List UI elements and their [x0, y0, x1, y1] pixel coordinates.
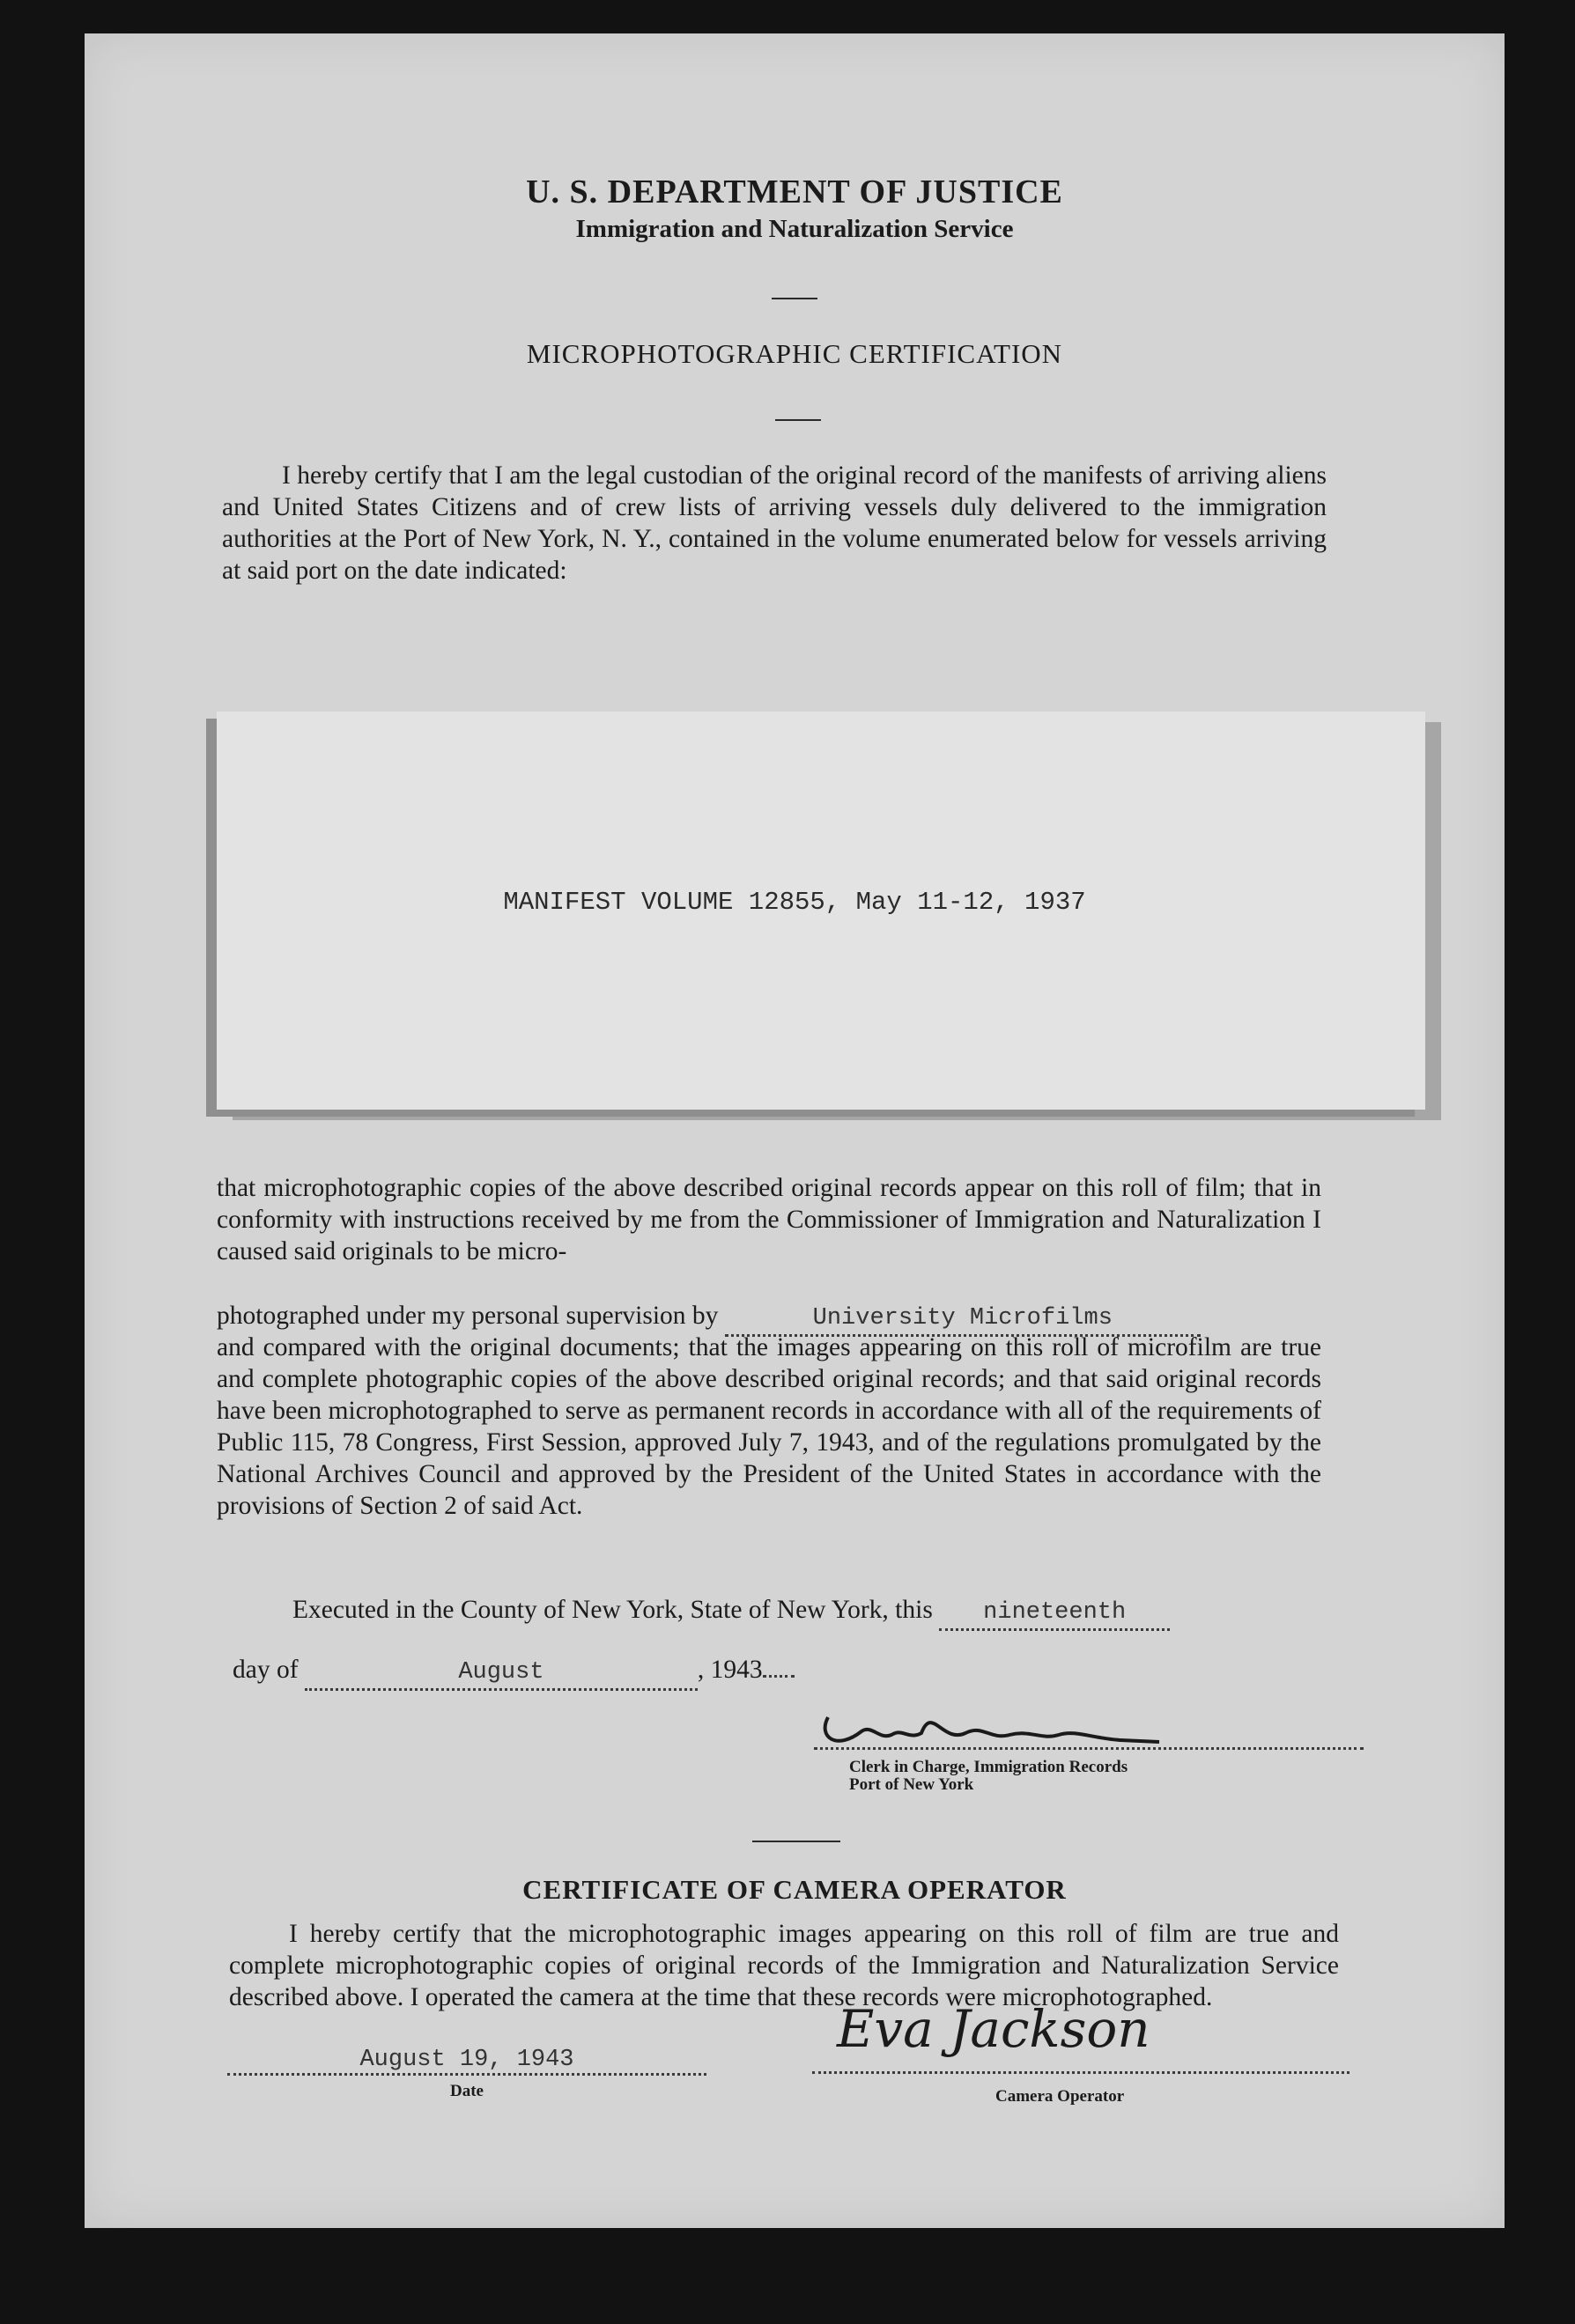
supervision-prefix: photographed under my personal supervision by — [217, 1302, 719, 1330]
certification-title: MICROPHOTOGRAPHIC CERTIFICATION — [526, 338, 1063, 369]
day-field: nineteenth — [939, 1597, 1170, 1631]
supervisor-field: University Microfilms — [725, 1302, 1201, 1337]
date-line — [233, 1654, 1025, 1691]
date-label: Date — [450, 2082, 484, 2100]
divider-rule — [752, 1841, 840, 1842]
divider-rule — [772, 298, 817, 299]
clerk-title-line2: Port of New York — [849, 1775, 974, 1794]
clerk-signature-line — [814, 1747, 1364, 1750]
operator-signature: Eva Jackson — [837, 1999, 1150, 2059]
execution-line — [292, 1594, 1332, 1631]
year-dots — [763, 1675, 795, 1678]
document-page — [85, 33, 1505, 2228]
body-paragraph-c: and compared with the original documents; that the images appearing on this roll of microfilm are true and complete photographic copies of the above described original records; and that said original records have been microphotographed to serve as permanent records in accordance with all of the requirements of Public 115, 78 Congress, First Session, approved July 7, 1943, and of the regulations promulgated by the National Archives Council and approved by the President of the United States in accordance with the provisions of Section 2 of said Act. — [217, 1333, 1321, 1520]
operator-signature-line — [812, 2071, 1349, 2074]
camera-operator-label: Camera Operator — [995, 2087, 1125, 2106]
body-paragraph-a: that microphotographic copies of the above described original records appear on this roll of film; that in conformity with instructions received by me from the Commissioner of Immigration and Naturalization I caused said originals to be micro- — [217, 1174, 1321, 1265]
day-of-label: day of — [233, 1656, 299, 1684]
department-title: U. S. DEPARTMENT OF JUSTICE — [526, 173, 1063, 210]
camera-certificate-title: CERTIFICATE OF CAMERA OPERATOR — [522, 1874, 1067, 1905]
clerk-title-line1: Clerk in Charge, Immigration Records — [849, 1758, 1128, 1776]
camera-certificate-body: I hereby certify that the microphotographic images appearing on this roll of film are true and complete microphotographic copies of original records of the Immigration and Naturalization Service described above. I operated the camera at the time that these records were microphotographed. — [229, 1920, 1339, 2011]
intro-text: I hereby certify that I am the legal custodian of the original record of the manifests of arriving aliens and United States Citizens and of crew lists of arriving vessels duly delivered to the immigration authorities at the Port of New York, N. Y., contained in the volume enumerated below for vessels arriving at said port on the date indicated: — [222, 461, 1327, 585]
divider-rule — [775, 419, 821, 421]
execution-prefix: Executed in the County of New York, State of New York, this — [292, 1596, 933, 1624]
manifest-volume-label: MANIFEST VOLUME 12855, May 11-12, 1937 — [503, 888, 1086, 917]
year-text: , 1943 — [697, 1656, 763, 1684]
operator-date-field: August 19, 1943 — [227, 2047, 706, 2076]
intro-paragraph — [222, 460, 1327, 587]
camera-certificate-text — [229, 1918, 1339, 2013]
month-field: August — [305, 1656, 698, 1691]
service-subtitle: Immigration and Naturalization Service — [575, 215, 1014, 243]
